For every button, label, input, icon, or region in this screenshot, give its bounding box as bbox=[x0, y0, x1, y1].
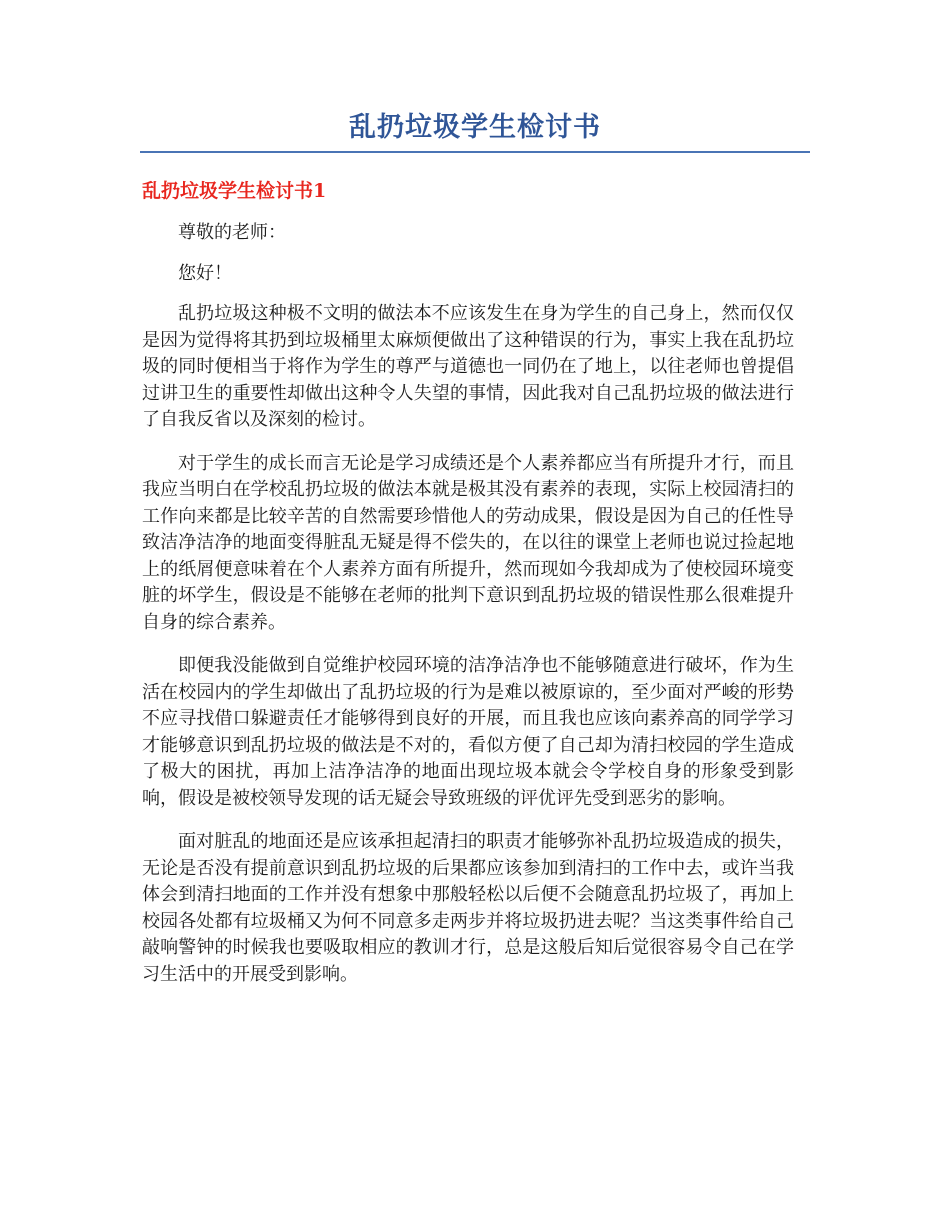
document-body bbox=[142, 220, 794, 1005]
paragraph-2: 对于学生的成长而言无论是学习成绩还是个人素养都应当有所提升才行，而且我应当明白在学校乱扔垃圾的做法本就是极其没有素养的表现，实际上校园清扫的工作向来都是比较辛苦的自然需要珍惜他人的劳动成果，假设是因为自己的任性导致洁净洁净的地面变得脏乱无疑是得不偿失的，在以往的课堂上老师也说过捡起地上的纸屑便意味着在个人素养方面有所提升，然而现如今我却成为了使校园环境变脏的坏学生，假设是不能够在老师的批判下意识到乱扔垃圾的错误性那么很难提升自身的综合素养。 bbox=[142, 452, 794, 633]
salutation: 尊敬的老师： bbox=[178, 222, 286, 243]
greeting: 您好！ bbox=[178, 262, 232, 284]
document-title: 乱扔垃圾学生检讨书 bbox=[349, 112, 601, 143]
title-divider bbox=[140, 151, 810, 153]
paragraph-3: 即便我没能做到自觉维护校园环境的洁净洁净也不能够随意进行破坏，作为生活在校园内的学生却做出了乱扔垃圾的行为是难以被原谅的，至少面对严峻的形势不应寻找借口躲避责任才能够得到良好的开展，而且我也应该向素养高的同学学习才能够意识到乱扔垃圾的做法是不对的，看似方便了自己却为清扫校园的学生造成了极大的困扰，再加上洁净洁净的地面出现垃圾本就会令学校自身的形象受到影响，假设是被校领导发现的话无疑会导致班级的评优评先受到恶劣的影响。 bbox=[142, 655, 794, 809]
paragraph-1: 乱扔垃圾这种极不文明的做法本不应该发生在身为学生的自己身上，然而仅仅是因为觉得将其扔到垃圾桶里太麻烦便做出了这种错误的行为，事实上我在乱扔垃圾的同时便相当于将作为学生的尊严与道德也一同仍在了地上，以往老师也曾提倡过讲卫生的重要性却做出这种令人失望的事情，因此我对自己乱扔垃圾的做法进行了自我反省以及深刻的检讨。 bbox=[142, 303, 794, 430]
section-heading: 乱扔垃圾学生检讨书1 bbox=[142, 180, 327, 202]
paragraph-4: 面对脏乱的地面还是应该承担起清扫的职责才能够弥补乱扔垃圾造成的损失，无论是否没有提前意识到乱扔垃圾的后果都应该参加到清扫的工作中去，或许当我体会到清扫地面的工作并没有想象中那般轻松以后便不会随意乱扔垃圾了，再加上校园各处都有垃圾桶又为何不同意多走两步并将垃圾扔进去呢？当这类事件给自己敲响警钟的时候我也要吸取相应的教训才行，总是这般后知后觉很容易令自己在学习生活中的开展受到影响。 bbox=[142, 831, 794, 985]
